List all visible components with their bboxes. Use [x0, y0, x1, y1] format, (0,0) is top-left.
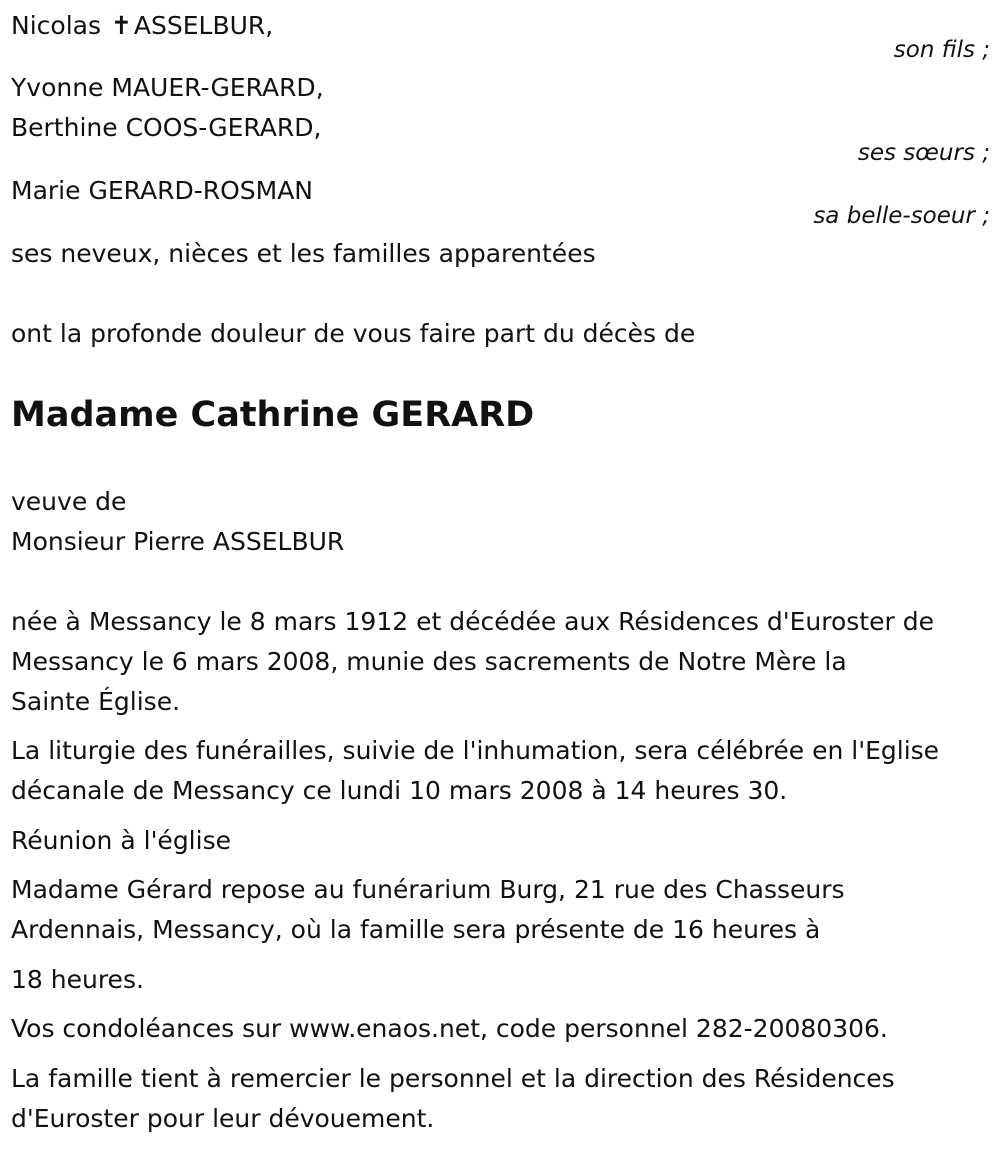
son-last-name: ASSELBUR,: [133, 11, 274, 40]
sister-in-law-relation: sa belle-soeur ;: [813, 203, 990, 229]
son-first-name: Nicolas: [11, 11, 101, 40]
sisters-relation: ses sœurs ;: [857, 140, 990, 166]
widow-label: veuve de: [11, 487, 127, 516]
son-relation: son fils ;: [893, 37, 990, 63]
deceased-name: Madame Cathrine GERARD: [11, 395, 535, 435]
funerarium-line-1: Madame Gérard repose au funérarium Burg, 21 rue des Chasseurs: [11, 875, 845, 904]
liturgy-line-2: décanale de Messancy ce lundi 10 mars 2008 à 14 heures 30.: [11, 776, 788, 805]
funerarium-line-2: Ardennais, Messancy, où la famille sera présente de 16 heures à: [11, 915, 821, 944]
birth-death-line-3: Sainte Église.: [11, 687, 181, 716]
thanks-line-1: La famille tient à remercier le personnel et la direction des Résidences: [11, 1064, 895, 1093]
spouse-name: Monsieur Pierre ASSELBUR: [11, 527, 345, 556]
thanks-line-2: d'Euroster pour leur dévouement.: [11, 1104, 435, 1133]
liturgy-line-1: La liturgie des funérailles, suivie de l'inhumation, sera célébrée en l'Eglise: [11, 736, 940, 765]
extended-family: ses neveux, nièces et les familles apparentées: [11, 239, 596, 268]
birth-death-line-1: née à Messancy le 8 mars 1912 et décédée aux Résidences d'Euroster de: [11, 607, 934, 636]
condolences-text: Vos condoléances sur www.enaos.net, code personnel 282-20080306.: [11, 1014, 888, 1043]
sister-line-2: Berthine COOS-GERARD,: [11, 113, 322, 142]
cross-icon: ✝: [110, 11, 132, 40]
sister-line-1: Yvonne MAUER-GERARD,: [11, 73, 324, 102]
sister-in-law-name: Marie GERARD-ROSMAN: [11, 176, 314, 205]
birth-death-line-2: Messancy le 6 mars 2008, munie des sacrements de Notre Mère la: [11, 647, 847, 676]
son-line: [11, 6, 273, 46]
announcement-text: ont la profonde douleur de vous faire part du décès de: [11, 319, 696, 348]
funerarium-line-3: 18 heures.: [11, 965, 144, 994]
meeting-text: Réunion à l'église: [11, 826, 231, 855]
